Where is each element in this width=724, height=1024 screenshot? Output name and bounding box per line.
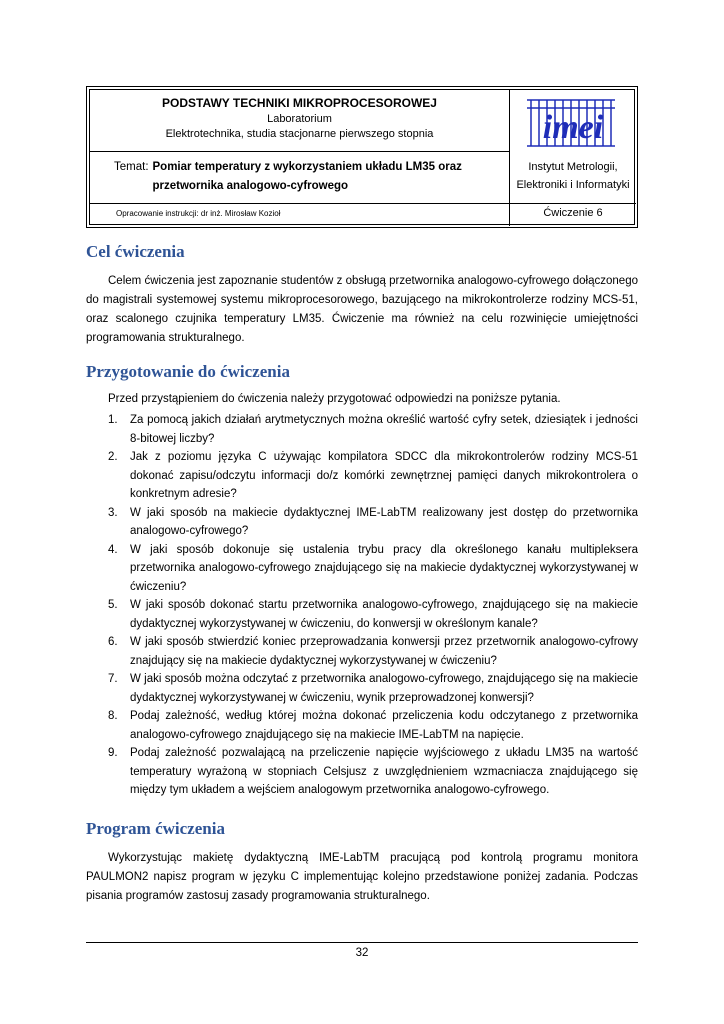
institute-line-2: Elektroniki i Informatyki: [516, 179, 630, 191]
question-number: 8.: [108, 710, 118, 722]
questions-list: [108, 411, 638, 800]
question-item: [108, 596, 638, 633]
header-table: [89, 89, 635, 225]
question-number: 3.: [108, 506, 118, 519]
question-number: 2.: [108, 451, 118, 463]
study-program: Elektrotechnika, studia stacjonarne pierwszego stopnia: [165, 128, 434, 140]
author-credit: Opracowanie instrukcji: dr inż. Mirosław Kozioł: [116, 209, 281, 218]
question-text: W jaki sposób na makiecie dydaktycznej IME-LabTM realizowany jest dostęp do przetwornika analogowo-cyfrowego?: [130, 506, 638, 537]
course-title: PODSTAWY TECHNIKI MIKROPROCESOROWEJ: [162, 96, 437, 110]
question-text: Za pomocą jakich działań arytmetycznych można określić wartość cyfry setek, dziesiątek i jedności 8-bitowej liczby?: [130, 414, 638, 445]
goal-paragraph: Celem ćwiczenia jest zapoznanie studentów z obsługą przetwornika analogowo-cyfrowego dołączonego do magistrali systemowej systemu mikroprocesorowego, bazującego na mikrokontrolerze rodziny MCS-51, oraz scalonego czujnika temperatury LM35. Ćwiczenie ma również na celu rozwinięcie umiejętności programowania strukturalnego.: [86, 275, 638, 344]
page-number: 32: [355, 947, 369, 959]
question-item: [108, 504, 638, 541]
prep-intro: Przed przystąpieniem do ćwiczenia należy przygotować odpowiedzi na poniższe pytania.: [108, 393, 561, 405]
question-number: 7.: [108, 673, 118, 685]
question-item: [108, 448, 638, 504]
header-logo-cell: [510, 90, 636, 204]
question-number: 1.: [108, 414, 118, 426]
question-text: W jaki sposób dokonać startu przetwornika analogowo-cyfrowego, znajdującego się na makiecie dydaktycznej wykorzystywanej w ćwiczeniu, do konwersji w określonym kanale?: [130, 599, 638, 630]
question-number: 6.: [108, 636, 118, 648]
logo-text: imei: [542, 109, 604, 146]
question-item: [108, 707, 638, 744]
prep-heading: Przygotowanie do ćwiczenia: [86, 362, 290, 381]
question-item: [108, 670, 638, 707]
question-text: W jaki sposób dokonuje się ustalenia trybu pracy dla określonego kanału multipleksera przetwornika analogowo-cyfrowego znajdującego się na makiecie dydaktycznej wykorzystywanej w ćwiczeniu?: [130, 543, 638, 593]
exercise-number: Ćwiczenie 6: [543, 207, 603, 219]
lab-label: Laboratorium: [267, 113, 332, 125]
question-item: [108, 633, 638, 670]
question-text: W jaki sposób stwierdzić koniec przeprowadzania konwersji przez przetwornik analogowo-cyfrowy znajdujący się na makiecie dydaktycznej wykorzystywanej w ćwiczeniu?: [130, 636, 638, 667]
question-text: W jaki sposób można odczytać z przetwornika analogowo-cyfrowego, znajdującego się na makiecie dydaktycznej wykorzystywanej w ćwiczeniu, wynik przeprowadzonej konwersji?: [130, 673, 638, 704]
question-item: [108, 744, 638, 800]
program-paragraph: Wykorzystując makietę dydaktyczną IME-LabTM pracującą pod kontrolą programu monitora PAULMON2 napisz program w języku C implementując kolejno przedstawione poniżej zadania. Podczas pisania programów zastosuj zasady programowania strukturalnego.: [86, 852, 638, 902]
header-topic-cell: [90, 152, 510, 204]
footer-divider: [86, 942, 638, 943]
question-number: 4.: [108, 543, 118, 556]
header-author-cell: [90, 204, 510, 226]
program-heading: Program ćwiczenia: [86, 819, 225, 838]
imei-logo-icon: [525, 96, 621, 154]
header-box: [86, 86, 638, 228]
topic-label: Temat:: [114, 161, 149, 173]
question-number: 5.: [108, 599, 118, 611]
question-item: [108, 541, 638, 597]
question-text: Jak z poziomu języka C używając kompilatora SDCC dla mikrokontrolerów rodziny MCS-51 dokonać zapisu/odczytu informacji do/z komórki zewnętrznej pamięci danych mikrokontrolera o konkretnym adresie?: [130, 451, 638, 500]
question-text: Podaj zależność, według której można dokonać przeliczenia kodu odczytanego z przetwornika analogowo-cyfrowego znajdującego się na makiecie IME-LabTM na napięcie.: [130, 710, 638, 741]
header-title-cell: [90, 90, 510, 152]
question-number: 9.: [108, 747, 118, 759]
institute-line-1: Instytut Metrologii,: [528, 161, 618, 173]
question-item: [108, 411, 638, 448]
goal-heading: Cel ćwiczenia: [86, 242, 185, 261]
question-text: Podaj zależność pozwalającą na przeliczenie napięcie wyjściowego z układu LM35 na wartość temperatury wyrażoną w stopniach Celsjusz z uwzględnieniem wzmacniacza znajdującego się między tym układem a wejściem analogowym przetwornika analogowo-cyfrowego.: [130, 747, 638, 796]
topic-title: Pomiar temperatury z wykorzystaniem układu LM35 oraz przetwornika analogowo-cyfrowego: [152, 161, 462, 192]
header-exercise-cell: [510, 204, 636, 226]
